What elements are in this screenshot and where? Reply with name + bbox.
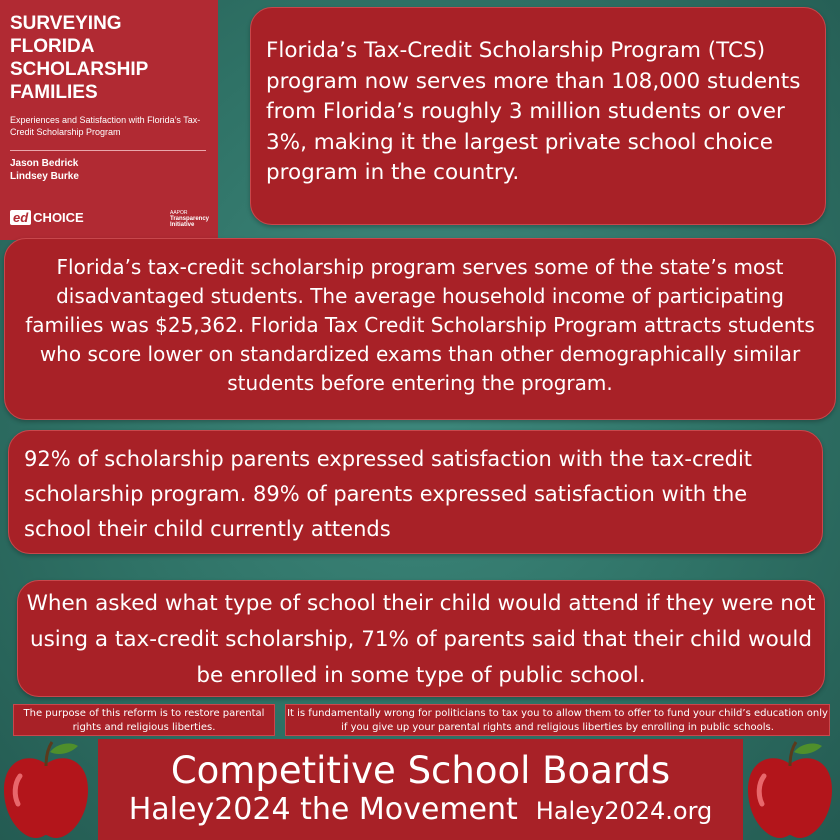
public-school-alternative-box: When asked what type of school their child would attend if they were not using a tax-credit scholarship, 71% of parents said that their child would be enrolled in some type of public school.: [17, 580, 825, 697]
edchoice-logo-ed: ed: [10, 210, 31, 225]
cover-author: Lindsey Burke: [10, 171, 79, 182]
banner-site-link[interactable]: Haley2024.org: [535, 797, 713, 825]
edchoice-logo-choice: CHOICE: [33, 210, 84, 225]
report-cover: [0, 0, 218, 240]
aapor-line: Transparency: [170, 216, 210, 222]
banner-title: Competitive School Boards: [170, 749, 671, 792]
cover-title-line: SCHOLARSHIP: [10, 59, 149, 80]
edchoice-logo: [10, 210, 84, 225]
cover-author: Jason Bedrick: [10, 158, 79, 169]
parent-satisfaction-box: 92% of scholarship parents expressed satisfaction with the tax-credit scholarship program. 89% of parents expressed satisfaction with the school their child currently attends: [8, 430, 823, 554]
aapor-line: AAPOR: [170, 210, 188, 216]
cover-authors: [10, 157, 208, 183]
purpose-note: The purpose of this reform is to restore parental rights and religious liberties.: [13, 704, 275, 736]
tcs-facts-box: Florida’s Tax-Credit Scholarship Program (TCS) program now serves more than 108,000 students from Florida’s roughly 3 million students or over 3%, making it the largest private school choice program in the country.: [250, 7, 826, 225]
disadvantaged-students-box: Florida’s tax-credit scholarship program serves some of the state’s most disadvantaged students. The average household income of participating families was $25,362. Florida Tax Credit Scholarship Program attracts students who score lower on standardized exams than other demographically similar students before entering the program.: [4, 238, 836, 420]
cover-title-line: FAMILIES: [10, 82, 98, 103]
banner-movement: Haley2024 the Movement: [128, 792, 518, 827]
cover-subtitle: Experiences and Satisfaction with Florida’s Tax-Credit Scholarship Program: [10, 115, 201, 137]
banner: [98, 739, 743, 840]
fundamentally-wrong-note: It is fundamentally wrong for politicians to tax you to allow them to offer to fund your child’s education only if you give up your parental rights and religious liberties by enrolling in public schools.: [285, 704, 830, 736]
cover-title-line: SURVEYING FLORIDA: [10, 13, 122, 57]
apple-icon: [0, 740, 92, 840]
cover-divider: [10, 150, 206, 151]
aapor-logo: [170, 210, 214, 228]
apple-icon: [744, 740, 836, 840]
cover-title: [10, 12, 208, 104]
banner-row: [98, 791, 743, 830]
aapor-line: Initiative: [170, 222, 195, 228]
